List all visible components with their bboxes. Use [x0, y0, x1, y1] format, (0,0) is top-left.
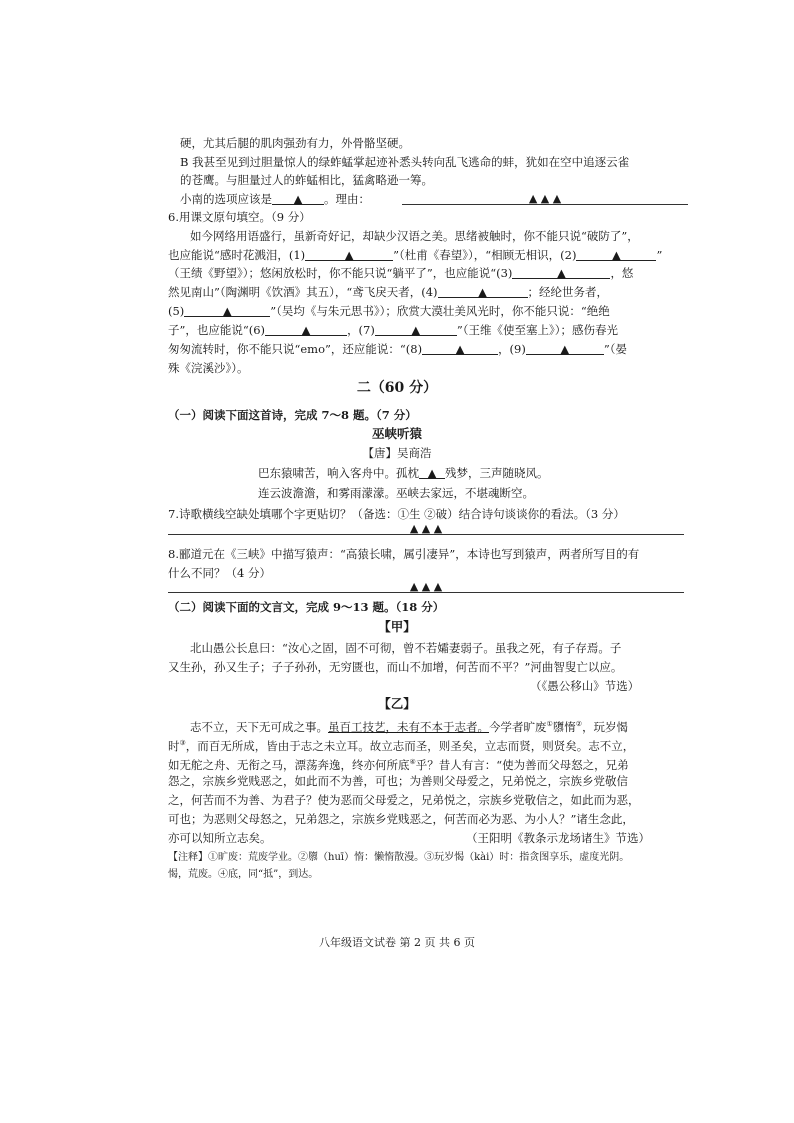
q6-text: 也应能说“感时花溅泪，(1)	[168, 248, 306, 262]
q6-text: (5)	[168, 304, 185, 318]
q6-blank-7[interactable]: ▲	[375, 323, 457, 336]
answer-markers: ▲ ▲ ▲	[528, 192, 562, 205]
q6-blank-5[interactable]: ▲	[184, 304, 270, 317]
q6-text: ”（晏	[603, 342, 627, 356]
q6-text: ”（杜甫《春望》），“相顾无相识，(2)	[393, 248, 577, 262]
q6-blank-6[interactable]: ▲	[265, 323, 347, 336]
yi-text: 隳惰	[552, 719, 576, 734]
poem-line2: 连云波澹澹，和雾雨濛濛。巫峡去家远，不堪魂断空。	[258, 486, 534, 500]
q6-para-line7	[168, 342, 627, 356]
q8-text-line2: 什么不同？（4 分）	[168, 566, 271, 580]
poem-text: 巴东猿啸苦，响入客舟中。孤枕	[258, 466, 419, 480]
q6-title: 6.用课文原句填空。（9 分）	[168, 210, 311, 224]
q6-para-line8: 殊《浣溪沙》）。	[168, 361, 249, 375]
poem-author: 【唐】吴商浩	[362, 446, 432, 460]
passage-jia-label: 【甲】	[378, 619, 416, 634]
q5-reason-label: 。理由：	[324, 192, 370, 206]
q6-blank-4[interactable]: ▲	[438, 285, 528, 298]
q6-text: ，悠	[610, 266, 634, 280]
footnote-marker: ②	[575, 720, 583, 728]
answer-markers: ▲ ▲ ▲	[409, 522, 443, 535]
part2-title: （二）阅读下面的文言文，完成 9～13 题。（18 分）	[168, 600, 445, 614]
yi-text: 志不立，天下无可成之事。	[190, 719, 328, 734]
q6-para-line3	[168, 266, 633, 280]
q7-text: 7.诗歌横线空缺处填哪个字更贴切？（备选：①生 ②破）结合诗句谈谈你的看法。（3 分）	[168, 507, 625, 521]
q7-answer-blank[interactable]	[168, 522, 684, 535]
q6-blank-3[interactable]: ▲	[512, 266, 610, 279]
passage-yi-line3	[168, 755, 629, 772]
q6-text: 然见南山”（陶渊明《饮酒》其五），“鸢飞戾天者，(4)	[168, 285, 438, 299]
passage-yi-line7: 亦可以知所立志矣。	[168, 831, 272, 845]
annotation-line1: 【注释】①旷废：荒废学业。②隳（huī）惰：懒惰散漫。③玩岁愒（kài）时：指贪图享乐，虚度光阴。	[168, 852, 630, 863]
q6-para-line1: 如今网络用语盛行，虽新奇好记，却缺少汉语之美。思绪被触时，你不能只说“破防了”，	[190, 229, 639, 243]
q6-para-line2	[168, 248, 662, 262]
passage-jia-line1: 北山愚公长息曰：“汝心之固，固不可彻，曾不若孀妻弱子。虽我之死，有子存焉。子	[190, 641, 622, 655]
q8-text-line1: 8.郦道元在《三峡》中描写猿声：“高猿长啸，属引凄异”，本诗也写到猿声，两者所写目的有	[168, 547, 640, 561]
q6-blank-1[interactable]: ▲	[305, 248, 393, 261]
q6-text: 子”，也应能说“(6)	[168, 323, 266, 337]
footnote-marker: ③	[179, 739, 186, 747]
q6-blank-9[interactable]: ▲	[526, 342, 604, 355]
passage-jia-source: （《愚公移山》节选）	[530, 679, 640, 693]
poem-title: 巫峡听猿	[371, 426, 422, 441]
page-footer: 八年级语文试卷 第 2 页 共 6 页	[319, 936, 475, 949]
yi-text: 时	[168, 738, 180, 753]
q6-text: ”	[656, 248, 663, 262]
yi-underlined-sentence: 虽百工技艺，未有不本于志者。	[328, 719, 489, 734]
footnote-marker: ④	[409, 758, 416, 766]
q6-text: ”（王维《使至塞上》）；感伤春光	[456, 323, 618, 337]
poem-line1	[258, 466, 549, 480]
q5-reason-blank[interactable]	[402, 192, 688, 205]
q5-option-b-line1: B 我甚至见到过胆量惊人的绿蚱蜢掌起迹补悉头转向乱飞逃命的蚌，犹如在空中追逐云雀	[180, 155, 630, 169]
q6-text: ，(9)	[498, 342, 526, 356]
q6-para-line6	[168, 323, 618, 337]
annotation-line2: 愒，荒废。④底，同“抵”，到达。	[168, 869, 319, 880]
passage-yi-line2	[168, 736, 634, 753]
q6-text: 匆匆流转时，你不能只说“emo”，还应能说：“(8)	[168, 342, 423, 356]
q8-answer-blank[interactable]	[168, 580, 684, 593]
q6-para-line4	[168, 285, 608, 299]
q6-para-line5	[168, 304, 610, 318]
yi-text: 如无舵之舟、无衔之马，漂荡奔逸，终亦何所底	[168, 757, 410, 772]
answer-marker: ▲	[293, 192, 303, 206]
footnote-marker: ①	[546, 720, 553, 728]
passage-yi-line1	[190, 717, 628, 734]
q6-blank-2[interactable]: ▲	[576, 248, 656, 261]
poem-text: 残梦，三声随晓风。	[445, 466, 549, 480]
q6-blank-8[interactable]: ▲	[422, 342, 498, 355]
q6-text: ”（吴均《与朱元思书》）；欣赏大漠壮美风光时，你不能只说：“绝绝	[270, 304, 610, 318]
passage-yi-label: 【乙】	[378, 696, 416, 711]
q5-choice-blank[interactable]	[272, 192, 324, 205]
yi-text: 乎？昔人有言：“使为善而父母怒之，兄弟	[415, 757, 629, 772]
section-title: 二（60 分）	[356, 380, 438, 396]
q6-text: （王绩《野望》）；悠闲放松时，你不能只说“躺平了”，也应能说“(3)	[168, 266, 513, 280]
q6-text: ，(7)	[347, 323, 375, 337]
passage-yi-line6: 可也；为恶则父母怒之，兄弟怨之，宗族乡党贱恶之，何苦而必为恶、为小人？”诸生念此，	[168, 812, 634, 826]
q5-choice-prefix: 小南的选项应该是	[180, 192, 272, 206]
yi-text: ，玩岁愒	[582, 719, 629, 734]
passage-yi-line4: 怨之，宗族乡党贱恶之，如此而不为善，可也；为善则父母爱之，兄弟悦之，宗族乡党敬信	[168, 774, 628, 788]
passage-yi-line5: 之，何苦而不为善、为君子？使为恶而父母爱之，兄弟悦之，宗族乡党敬信之，如此而为恶，	[168, 793, 640, 807]
poem-blank[interactable]: ▲	[419, 466, 445, 479]
q6-text: ；经纶世务者，	[527, 285, 609, 299]
passage-jia-line2: 又生孙，孙又生子；子子孙孙，无穷匮也，而山不加增，何苦而不平？”河曲智叟亡以应。	[168, 660, 623, 674]
part1-title: （一）阅读下面这首诗，完成 7～8 题。（7 分）	[168, 408, 417, 422]
answer-markers: ▲ ▲ ▲	[409, 580, 443, 593]
yi-text: 今学者旷废	[489, 719, 547, 734]
passage-yi-source: （王阳明《教条示龙场诸生》节选）	[466, 831, 650, 845]
q5-choice-line	[180, 192, 370, 206]
q5-text-line1: 硬，尤其后腿的肌肉强劲有力，外骨骼坚硬。	[180, 136, 410, 150]
yi-text: ，而百无所成，皆由于志之未立耳。故立志而圣，则圣矣，立志而贤，则贤矣。志不立，	[185, 738, 635, 753]
q5-option-b-line2: 的苍鹰。与胆量过人的蚱蜢相比，猛禽略逊一筹。	[180, 173, 433, 187]
